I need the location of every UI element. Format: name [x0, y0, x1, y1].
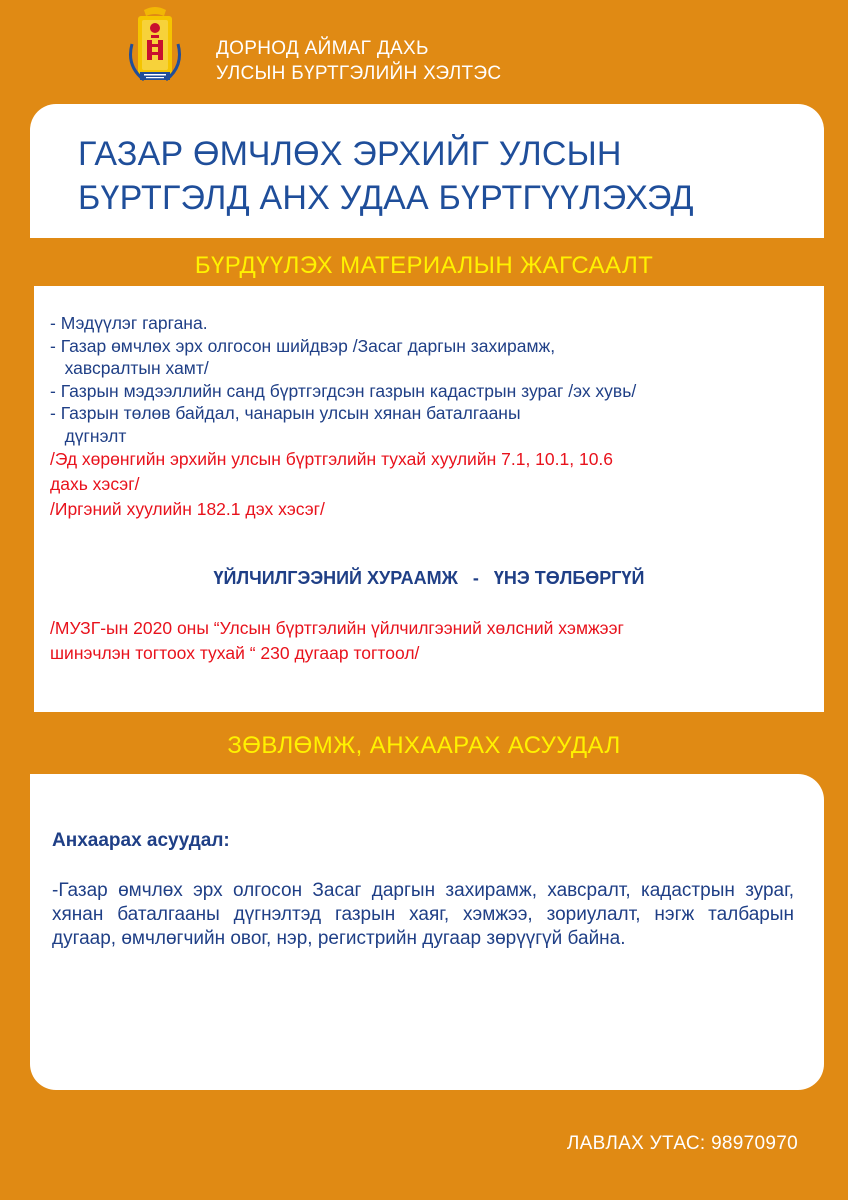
page-title-line-2: БҮРТГЭЛД АНХ УДАА БҮРТГҮҮЛЭХЭД: [78, 179, 694, 217]
list-item: - Газрын мэдээллийн санд бүртгэгдсэн газрын кадастрын зураг /эх хувь/: [50, 380, 637, 401]
fee-resolution-note: [50, 616, 810, 666]
service-fee-row: [34, 568, 824, 589]
fee-note-line: шинэчлэн тогтоох тухай “ 230 дугаар тогтоол/: [50, 643, 420, 663]
law-reference: дахь хэсэг/: [50, 474, 140, 494]
org-line-1: ДОРНОД АЙМАГ ДАХЬ: [216, 38, 429, 59]
list-item: хавсралтын хамт/: [50, 358, 209, 378]
org-line-2: УЛСЫН БҮРТГЭЛИЙН ХЭЛТЭС: [216, 63, 502, 84]
list-item: дүгнэлт: [50, 425, 127, 446]
page-title: [78, 132, 694, 220]
materials-list: [50, 312, 810, 522]
advice-card: [30, 774, 824, 1090]
title-card: [30, 104, 824, 238]
law-reference: /Эд хөрөнгийн эрхийн улсын бүртгэлийн тухай хуулийн 7.1, 10.1, 10.6: [50, 449, 614, 469]
service-fee-label: ҮЙЛЧИЛГЭЭНИЙ ХУРААМЖ: [213, 568, 458, 588]
reference-phone: ЛАВЛАХ УТАС: 98970970: [566, 1133, 798, 1154]
list-item: - Газар өмчлөх эрх олгосон шийдвэр /Засаг даргын захирамж,: [50, 335, 556, 356]
advice-heading: ЗӨВЛӨМЖ, АНХААРАХ АСУУДАЛ: [227, 732, 621, 759]
materials-heading: БҮРДҮҮЛЭХ МАТЕРИАЛЫН ЖАГСААЛТ: [194, 252, 654, 279]
list-item: - Газрын төлөв байдал, чанарын улсын хянан баталгааны: [50, 403, 521, 423]
fee-note-line: /МУЗГ-ын 2020 оны “Улсын бүртгэлийн үйлчилгээний хөлсний хэмжээг: [50, 618, 624, 638]
page-title-line-1: ГАЗАР ӨМЧЛӨХ ЭРХИЙГ УЛСЫН: [78, 135, 622, 173]
coat-of-arms-emblem-icon: [124, 6, 186, 88]
law-reference: /Иргэний хуулийн 182.1 дэх хэсэг/: [50, 499, 325, 519]
advice-title: Анхаарах асуудал:: [52, 830, 230, 851]
list-item: - Мэдүүлэг гаргана.: [50, 313, 208, 333]
service-fee-separator: -: [472, 568, 479, 588]
advice-text: -Газар өмчлөх эрх олгосон Засаг даргын захирамж, хавсралт, кадастрын зураг, хянан баталгааны дүгнэлтэд газрын хаяг, хэмжээ, зориулалт, нэгж талбарын дугаар, өмчлөгчийн овог, нэр, регистрийн дугаар зөрүүгүй байна.: [52, 880, 794, 949]
organization-name: [216, 36, 501, 86]
service-fee-value: ҮНЭ ТӨЛБӨРГҮЙ: [493, 568, 645, 588]
materials-card: [34, 286, 824, 712]
